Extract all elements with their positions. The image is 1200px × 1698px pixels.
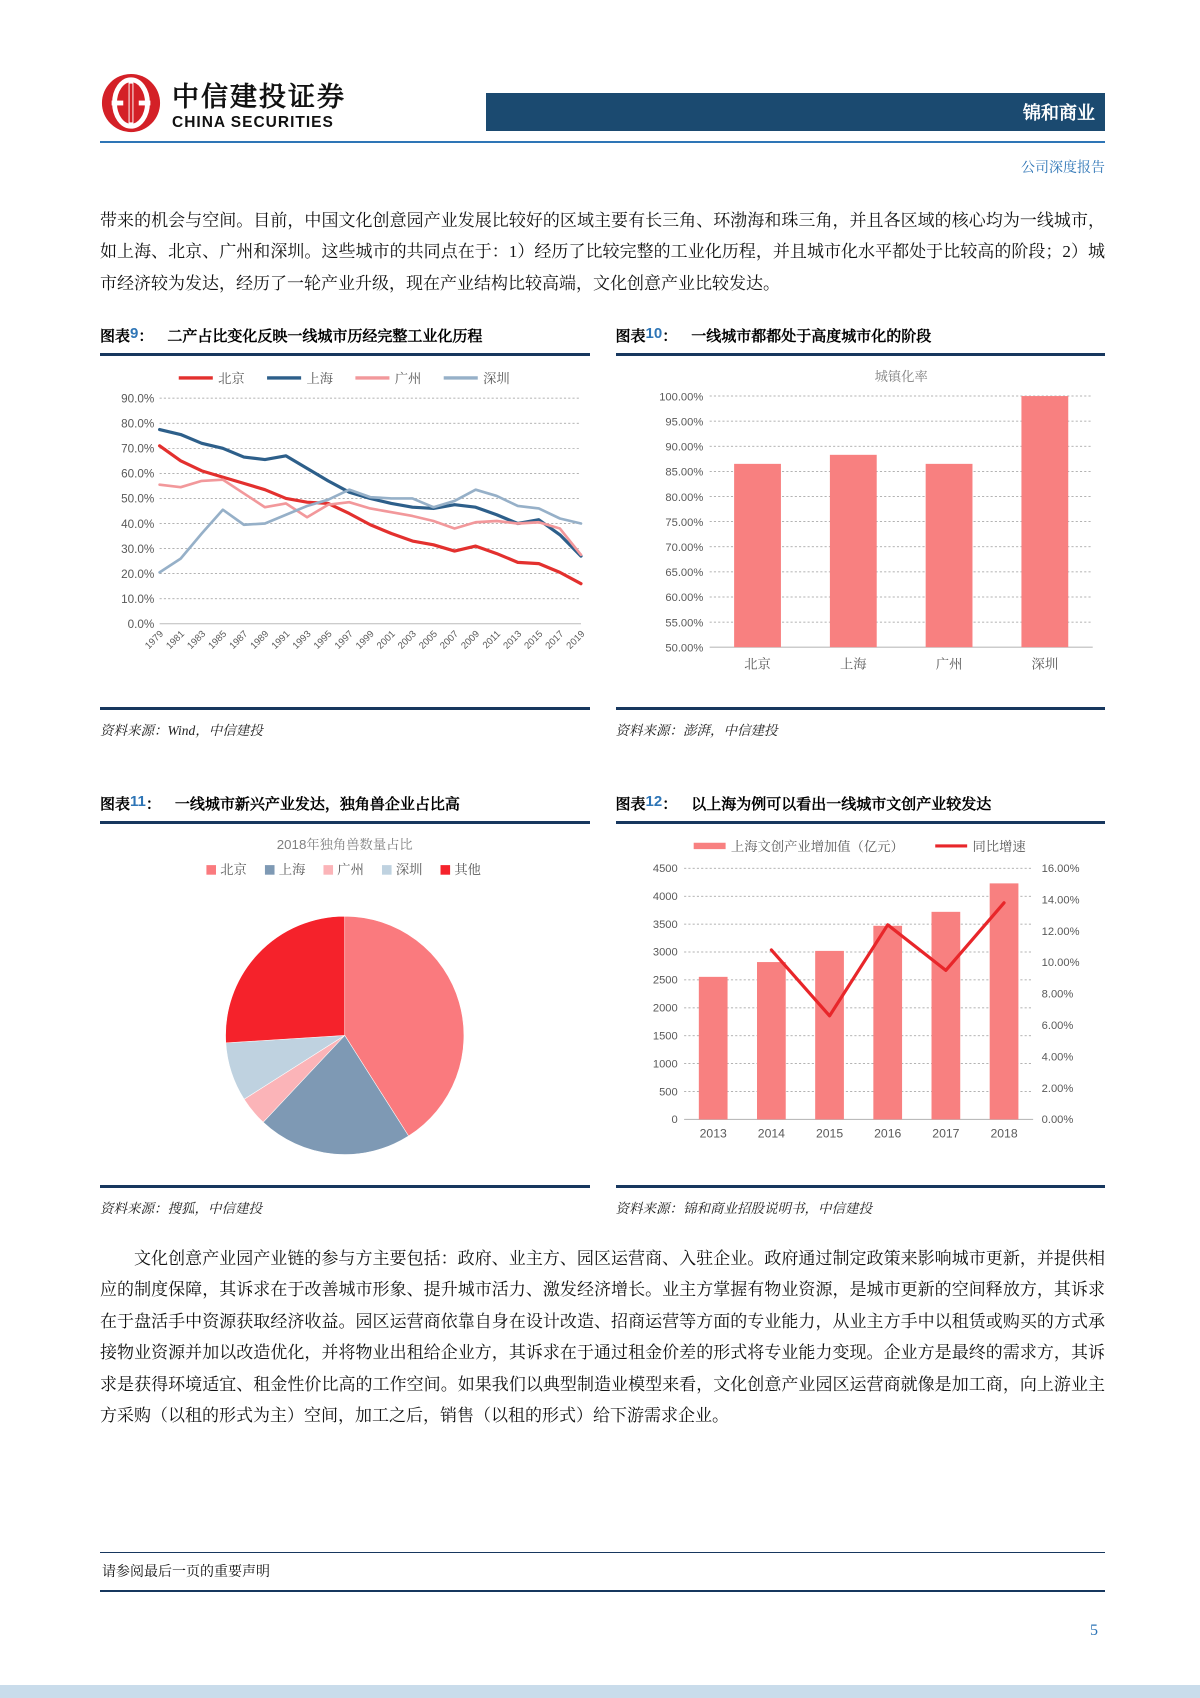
svg-text:3000: 3000: [652, 946, 678, 959]
svg-text:16.00%: 16.00%: [1041, 862, 1079, 875]
svg-text:2017: 2017: [931, 1126, 959, 1141]
svg-text:2003: 2003: [395, 629, 419, 652]
disclaimer-text: 请参阅最后一页的重要声明: [102, 1565, 270, 1580]
figure-caption: 二产占比变化反映一线城市历经完整工业化历程: [167, 328, 483, 346]
svg-text:4.00%: 4.00%: [1041, 1051, 1073, 1064]
svg-text:上海: 上海: [306, 371, 334, 387]
svg-text:12.00%: 12.00%: [1041, 925, 1079, 938]
figure-caption: 一线城市新兴产业发达，独角兽企业占比高: [174, 795, 460, 813]
svg-text:30.0%: 30.0%: [121, 543, 155, 557]
svg-text:50.00%: 50.00%: [664, 642, 703, 655]
svg-text:1989: 1989: [248, 629, 272, 652]
brand-name-en: CHINA SECURITIES: [172, 113, 334, 131]
svg-text:2001: 2001: [374, 629, 398, 652]
svg-text:2000: 2000: [652, 1002, 678, 1015]
svg-text:1979: 1979: [143, 629, 166, 652]
svg-text:55.00%: 55.00%: [664, 617, 703, 630]
svg-text:50.0%: 50.0%: [121, 493, 155, 507]
svg-text:1997: 1997: [332, 629, 356, 652]
svg-text:1981: 1981: [164, 629, 188, 652]
svg-text:80.00%: 80.00%: [664, 492, 703, 505]
figure-label: 图表: [100, 795, 131, 813]
svg-text:100.00%: 100.00%: [658, 391, 703, 404]
svg-text:广州: 广州: [337, 861, 364, 877]
svg-text:2011: 2011: [480, 629, 504, 652]
svg-text:2.00%: 2.00%: [1041, 1082, 1073, 1095]
svg-text:85.00%: 85.00%: [664, 466, 703, 479]
figure-11-title: [100, 793, 590, 824]
svg-text:其他: 其他: [454, 861, 481, 877]
figure-number: 11: [130, 792, 146, 810]
svg-text:0.0%: 0.0%: [127, 618, 155, 632]
page-footer: [100, 1552, 1105, 1592]
figures-row-1: [100, 325, 1105, 739]
footer-divider-bottom: [100, 1590, 1105, 1592]
svg-text:65.00%: 65.00%: [664, 567, 703, 580]
svg-text:10.00%: 10.00%: [1041, 957, 1079, 970]
svg-text:深圳: 深圳: [1031, 656, 1058, 672]
svg-text:3500: 3500: [652, 918, 678, 931]
figure-9-title: [100, 325, 590, 356]
svg-text:2500: 2500: [652, 974, 678, 987]
svg-text:90.00%: 90.00%: [664, 441, 703, 454]
svg-text:1999: 1999: [353, 629, 377, 652]
svg-text:4000: 4000: [652, 890, 678, 903]
figure-12-source: 资料来源：锦和商业招股说明书，中信建投: [616, 1185, 1106, 1217]
figure-9-source: 资料来源：Wind，中信建投: [100, 707, 590, 739]
figure-label: 图表: [615, 328, 646, 346]
svg-text:1985: 1985: [206, 629, 230, 652]
svg-text:上海: 上海: [278, 861, 306, 877]
svg-text:40.0%: 40.0%: [121, 518, 155, 532]
svg-text:1991: 1991: [269, 629, 293, 652]
figure-number: 10: [645, 325, 663, 343]
svg-text:广州: 广州: [935, 656, 962, 672]
svg-text:2016: 2016: [873, 1126, 901, 1141]
svg-text:10.0%: 10.0%: [121, 593, 155, 607]
svg-text:2014: 2014: [757, 1126, 785, 1141]
svg-text:1000: 1000: [652, 1058, 678, 1071]
body-paragraph-2: 文化创意产业园产业链的参与方主要包括：政府、业主方、园区运营商、入驻企业。政府通过制定政策来影响城市更新，并提供相应的制度保障，其诉求在于改善城市形象、提升城市活力、激发经济增长。业主方掌握有物业资源，是城市更新的空间释放方，其诉求在于盘活手中资源获取经济收益。园区运营商依靠自身在设计改造、招商运营等方面的专业能力，从业主方手中以租赁或购买的方式承接物业资源并加以改造优化，并将物业出租给企业方，其诉求在于通过租金价差的形式将专业能力变现。企业方是最终的需求方，其诉求是获得环境适宜、租金性价比高的工作空间。如果我们以典型制造业模型来看，文化创意产业园区运营商就像是加工商，向上游业主方采购（以租的形式为主）空间，加工之后，销售（以租的形式）给下游需求企业。: [100, 1248, 1105, 1426]
svg-text:2019: 2019: [564, 629, 588, 652]
svg-text:6.00%: 6.00%: [1041, 1019, 1073, 1032]
svg-text:同比增速: 同比增速: [971, 838, 1026, 854]
figure-colon: ：: [662, 795, 678, 813]
figure-10-source: 资料来源：澎湃，中信建投: [616, 707, 1106, 739]
figure-number: 9: [130, 325, 139, 343]
svg-text:2015: 2015: [815, 1126, 843, 1141]
svg-text:2015: 2015: [522, 629, 546, 652]
line-chart-industry-share: [100, 362, 590, 703]
figures-row-2: [100, 793, 1105, 1217]
svg-text:上海文创产业增加值（亿元）: 上海文创产业增加值（亿元）: [730, 838, 904, 854]
figure-10-title: [616, 325, 1106, 356]
brand-name: [172, 75, 346, 132]
svg-text:1995: 1995: [311, 629, 335, 652]
pie-chart-unicorn-share: [100, 830, 590, 1181]
figure-colon: ：: [138, 328, 154, 346]
svg-text:北京: 北京: [743, 656, 771, 672]
figure-10: [616, 325, 1106, 739]
svg-text:60.0%: 60.0%: [121, 467, 155, 481]
stock-name-banner: 锦和商业: [486, 93, 1105, 131]
figure-number: 12: [645, 792, 663, 810]
svg-text:1993: 1993: [290, 629, 314, 652]
svg-text:75.00%: 75.00%: [664, 517, 703, 530]
svg-text:95.00%: 95.00%: [664, 416, 703, 429]
figure-caption: 一线城市都都处于高度城市化的阶段: [691, 328, 932, 346]
header-divider: [100, 141, 1105, 143]
svg-text:70.00%: 70.00%: [664, 542, 703, 555]
svg-text:0.00%: 0.00%: [1041, 1113, 1073, 1126]
bar-chart-urbanization-rate: [616, 362, 1106, 703]
page-content: [100, 72, 1105, 1432]
figure-colon: ：: [662, 328, 678, 346]
svg-text:4500: 4500: [652, 862, 678, 875]
svg-text:城镇化率: 城镇化率: [874, 369, 928, 385]
svg-text:1983: 1983: [185, 629, 209, 652]
figure-11-source: 资料来源：搜狐，中信建投: [100, 1185, 590, 1217]
svg-text:2013: 2013: [699, 1126, 727, 1141]
report-type-label: 公司深度报告: [1021, 161, 1105, 176]
figure-label: 图表: [100, 328, 131, 346]
svg-text:20.0%: 20.0%: [121, 568, 155, 582]
svg-text:2018: 2018: [989, 1126, 1018, 1141]
figure-11: [100, 793, 590, 1217]
combo-chart-shanghai-cultural-industry: [616, 830, 1106, 1181]
bottom-accent-strip: [0, 1685, 1200, 1698]
figure-colon: ：: [145, 795, 161, 813]
page-number: 5: [1090, 1622, 1098, 1639]
figure-label: 图表: [615, 795, 646, 813]
svg-text:2007: 2007: [438, 629, 461, 652]
figure-9: [100, 325, 590, 739]
svg-text:2013: 2013: [501, 629, 525, 652]
svg-text:60.00%: 60.00%: [664, 592, 703, 605]
brand-name-cn: 中信建投证券: [172, 81, 346, 112]
citic-emblem-icon: [100, 72, 162, 134]
svg-text:2018年独角兽数量占比: 2018年独角兽数量占比: [276, 836, 413, 852]
svg-text:14.00%: 14.00%: [1041, 894, 1079, 907]
svg-text:500: 500: [658, 1086, 678, 1099]
svg-text:1500: 1500: [652, 1030, 678, 1043]
svg-text:8.00%: 8.00%: [1041, 988, 1073, 1001]
svg-text:2005: 2005: [417, 629, 440, 652]
svg-text:广州: 广州: [394, 371, 422, 387]
svg-text:0: 0: [671, 1113, 678, 1126]
svg-text:北京: 北京: [218, 371, 245, 387]
svg-text:90.0%: 90.0%: [121, 392, 155, 406]
svg-text:北京: 北京: [220, 861, 247, 877]
svg-text:80.0%: 80.0%: [121, 417, 155, 431]
svg-text:2017: 2017: [543, 629, 567, 652]
svg-text:1987: 1987: [227, 629, 251, 652]
brand-logo: [100, 72, 430, 134]
svg-text:2009: 2009: [459, 629, 483, 652]
svg-text:深圳: 深圳: [483, 371, 510, 387]
svg-text:深圳: 深圳: [395, 861, 423, 877]
svg-text:70.0%: 70.0%: [121, 442, 155, 456]
figure-12-title: [616, 793, 1106, 824]
figure-12: [616, 793, 1106, 1217]
body-paragraph-1: 带来的机会与空间。目前，中国文化创意园产业发展比较好的区域主要有长三角、环渤海和珠三角，并且各区域的核心均为一线城市，如上海、北京、广州和深圳。这些城市的共同点在于：1）经历了比较完整的工业化历程，并且城市化水平都处于比较高的阶段；2）城市经济较为发达，经历了一轮产业升级，现在产业结构比较高端，文化创意产业比较发达。: [100, 211, 1105, 293]
svg-text:上海: 上海: [839, 656, 867, 672]
figure-caption: 以上海为例可以看出一线城市文创产业较发达: [691, 795, 992, 813]
page-header: [100, 72, 1105, 134]
